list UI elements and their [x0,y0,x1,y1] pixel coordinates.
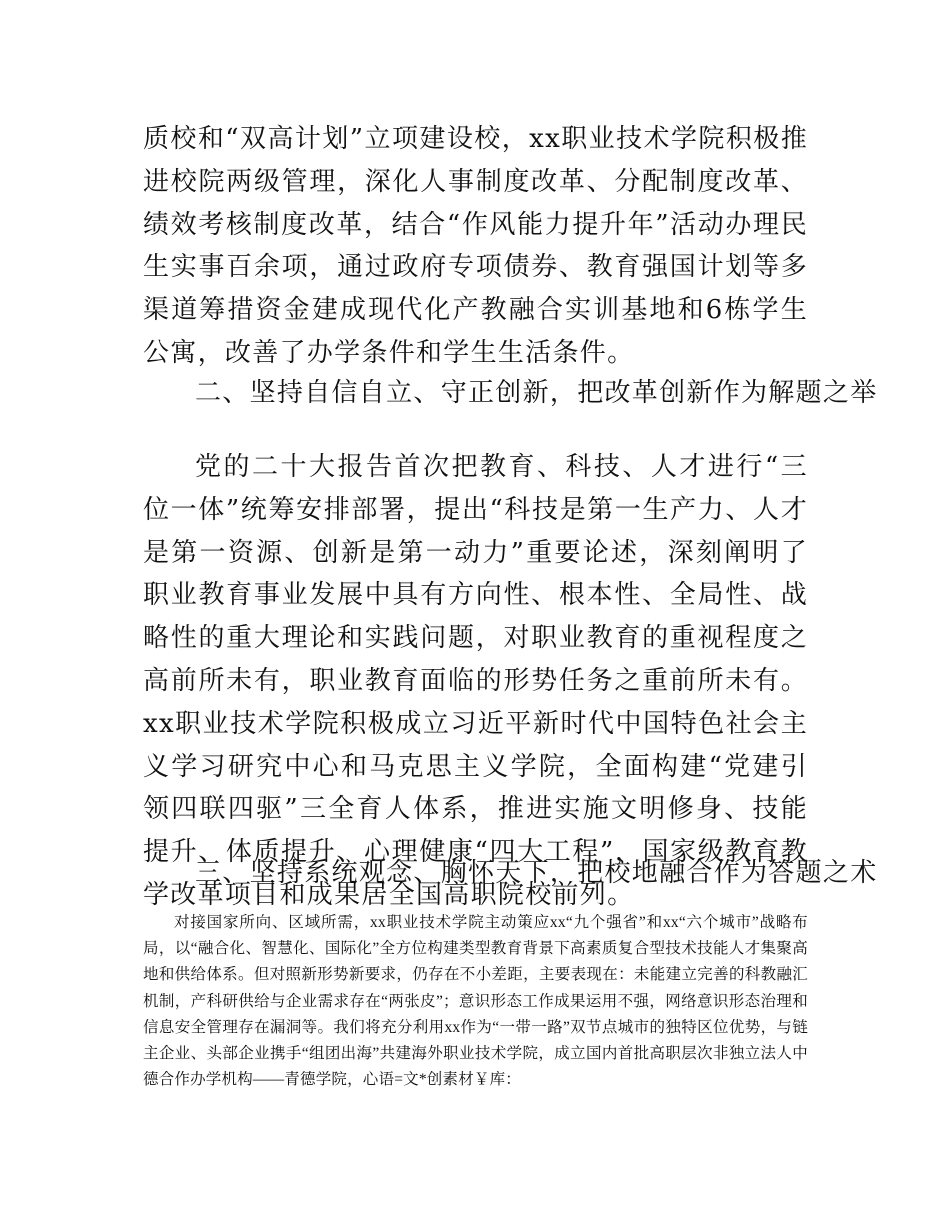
section-heading-3: 三、坚持系统观念、胸怀天下，把校地融合作为答题之术 [195,858,878,888]
section-heading-2: 二、坚持自信自立、守正创新，把改革创新作为解题之举 [195,378,878,408]
paragraph-3: 对接国家所向、区域所需，xx职业技术学院主动策应xx“九个强省”和xx“六个城市”战略布局，以“融合化、智慧化、国际化”全方位构建类型教育背景下高素质复合型技术技能人才集聚高地和供给体系。但对照新形势新要求，仍存在不小差距，主要表现在：未能建立完善的科教融汇机制，产科研供给与企业需求存在“两张皮”；意识形态工作成果运用不强，网络意识形态治理和信息安全管理存在漏洞等。我们将充分利用xx作为“一带一路”双节点城市的独特区位优势，与链主企业、头部企业携手“组团出海”共建海外职业技术学院，成立国内首批高职层次非独立法人中德合作办学机构——青德学院，心语=文*创素材￥库： [143,914,808,1089]
paragraph-1: 质校和“双高计划”立项建设校，xx职业技术学院积极推进校院两级管理，深化人事制度改革、分配制度改革、绩效考核制度改革，结合“作风能力提升年”活动办理民生实事百余项，通过政府专项债券、教育强国计划等多渠道筹措资金建成现代化产教融合实训基地和6栋学生公寓，改善了办学条件和学生生活条件。 [143,124,808,368]
paragraph-2: 党的二十大报告首次把教育、科技、人才进行“三位一体”统筹安排部署，提出“科技是第一生产力、人才是第一资源、创新是第一动力”重要论述，深刻阐明了职业教育事业发展中具有方向性、根本性、全局性、战略性的重大理论和实践问题，对职业教育的重视程度之高前所未有，职业教育面临的形势任务之重前所未有。xx职业技术学院积极成立习近平新时代中国特色社会主义学习研究中心和马克思主义学院，全面构建“党建引领四联四驱”三全育人体系，推进实施文明修身、技能提升、体质提升、心理健康“四大工程”，国家级教育教学改革项目和成果居全国高职院校前列。 [143,452,808,910]
